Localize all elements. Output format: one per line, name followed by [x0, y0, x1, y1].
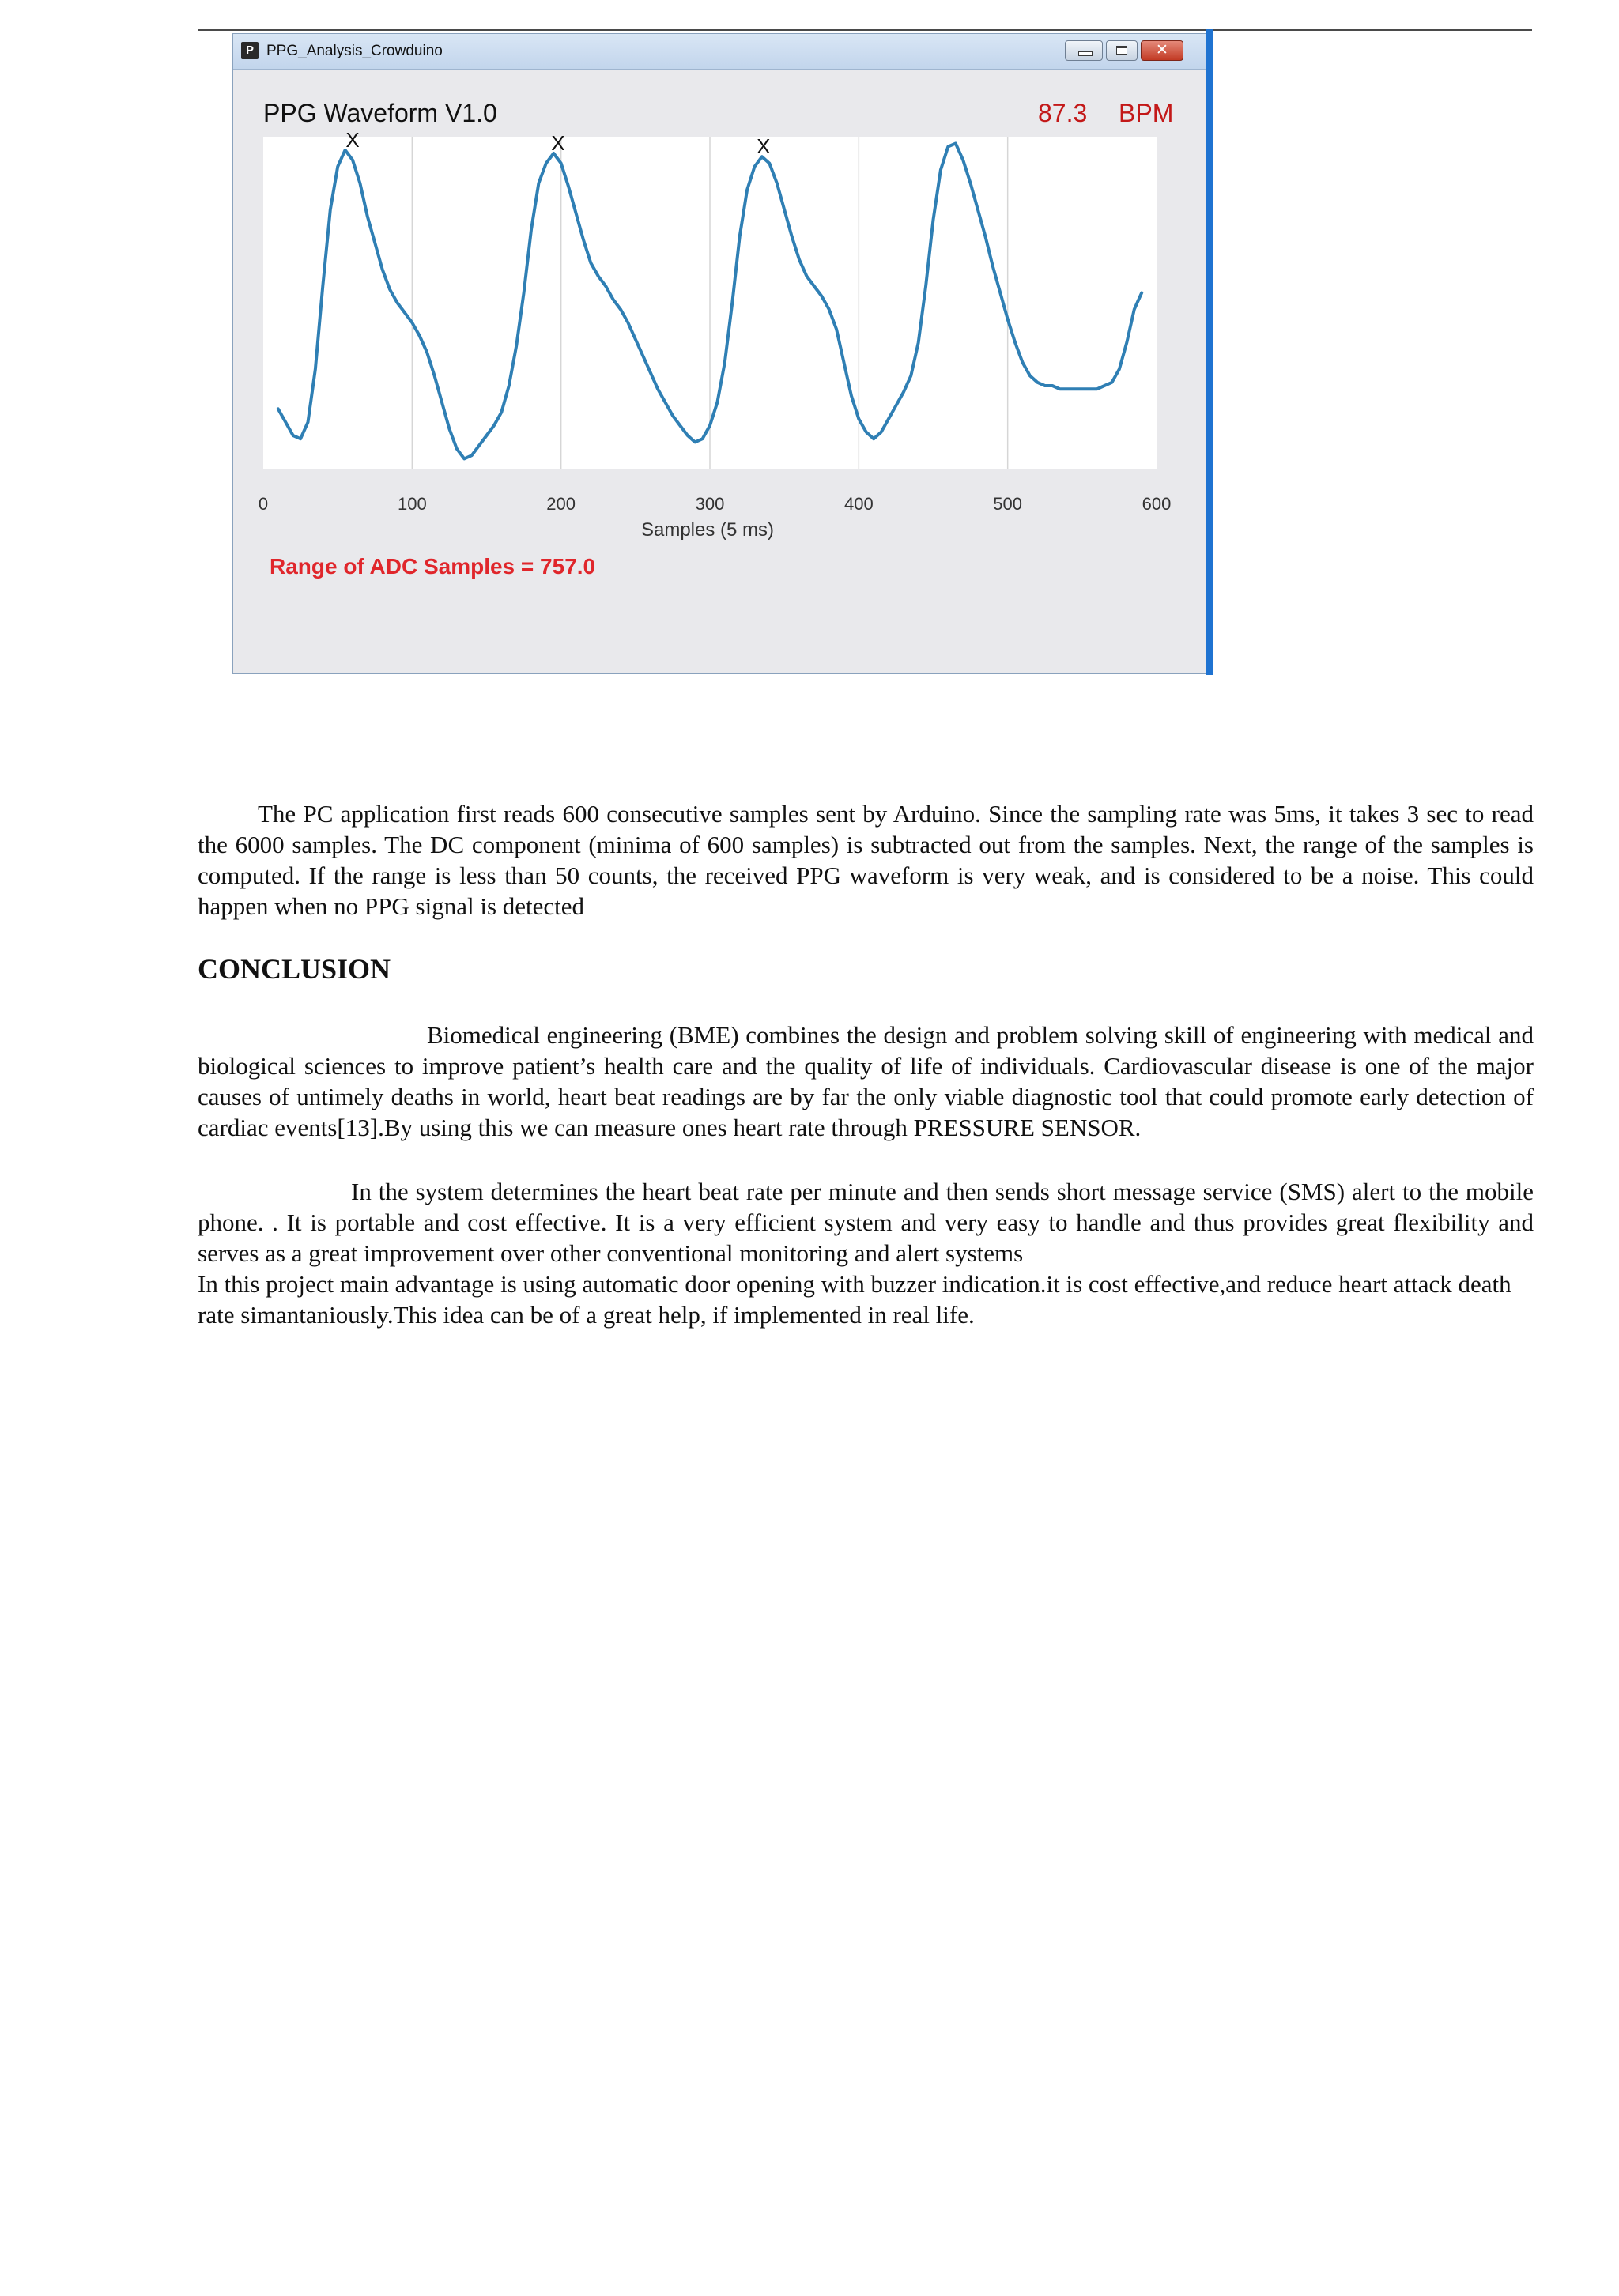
peak-marker: X [757, 134, 771, 159]
waveform-plot [233, 34, 1206, 540]
x-axis-label: Samples (5 ms) [640, 519, 775, 541]
x-tick-label: 100 [397, 494, 427, 514]
chart-title: PPG Waveform V1.0 [263, 99, 497, 127]
bpm-unit: BPM [1119, 99, 1174, 127]
window-edge-strip [1206, 29, 1213, 675]
section-heading: CONCLUSION [198, 953, 391, 985]
app-icon: P [241, 42, 259, 59]
body-paragraph: The PC application first reads 600 consecutive samples sent by Arduino. Since the sampling rate was 5ms, it takes 3 sec to read the 6000 samples. The DC component (minima of 600 samples) is subtracted out from the samples. Next, the range of the samples is computed. If the range is less than 50 counts, the received PPG waveform is very weak, and is considered to be a noise. This could happen when no PPG signal is detected [198, 800, 1534, 920]
body-paragraph: In this project main advantage is using automatic door opening with buzzer indication.it is cost effective,and reduce heart attack death rate simantaniously.This idea can be of a great help, if implemented in real life. [198, 1270, 1511, 1329]
x-tick-label: 600 [1142, 494, 1172, 514]
x-tick-label: 400 [843, 494, 874, 514]
close-icon: ✕ [1156, 42, 1168, 58]
body-paragraph: Biomedical engineering (BME) combines the design and problem solving skill of engineering with medical and biological sciences to improve patient’s health care and the quality of life of individuals. Cardiovascular disease is one of the major causes of untimely deaths in world, heart beat readings are by far the only viable diagnostic tool that could promote early detection of cardiac events[13].By using this we can measure ones heart rate through PRESSURE SENSOR. [198, 1021, 1534, 1141]
body-paragraph: In the system determines the heart beat rate per minute and then sends short message service (SMS) alert to the mobile phone. . It is portable and cost effective. It is a very efficient system and very easy to handle and thus provides great flexibility and serves as a great improvement over other conventional monitoring and alert systems [198, 1178, 1534, 1267]
adc-range-readout: Range of ADC Samples = 757.0 [270, 554, 596, 579]
x-tick-label: 500 [993, 494, 1023, 514]
top-rule [198, 29, 1532, 31]
x-tick-label: 200 [546, 494, 576, 514]
app-window [232, 33, 1206, 674]
peak-marker: X [551, 131, 565, 155]
peak-marker: X [345, 127, 360, 152]
x-tick-label: 300 [695, 494, 725, 514]
window-title: PPG_Analysis_Crowduino [266, 43, 443, 59]
bpm-value: 87.3 [1038, 99, 1088, 127]
x-tick-label: 0 [258, 494, 269, 514]
